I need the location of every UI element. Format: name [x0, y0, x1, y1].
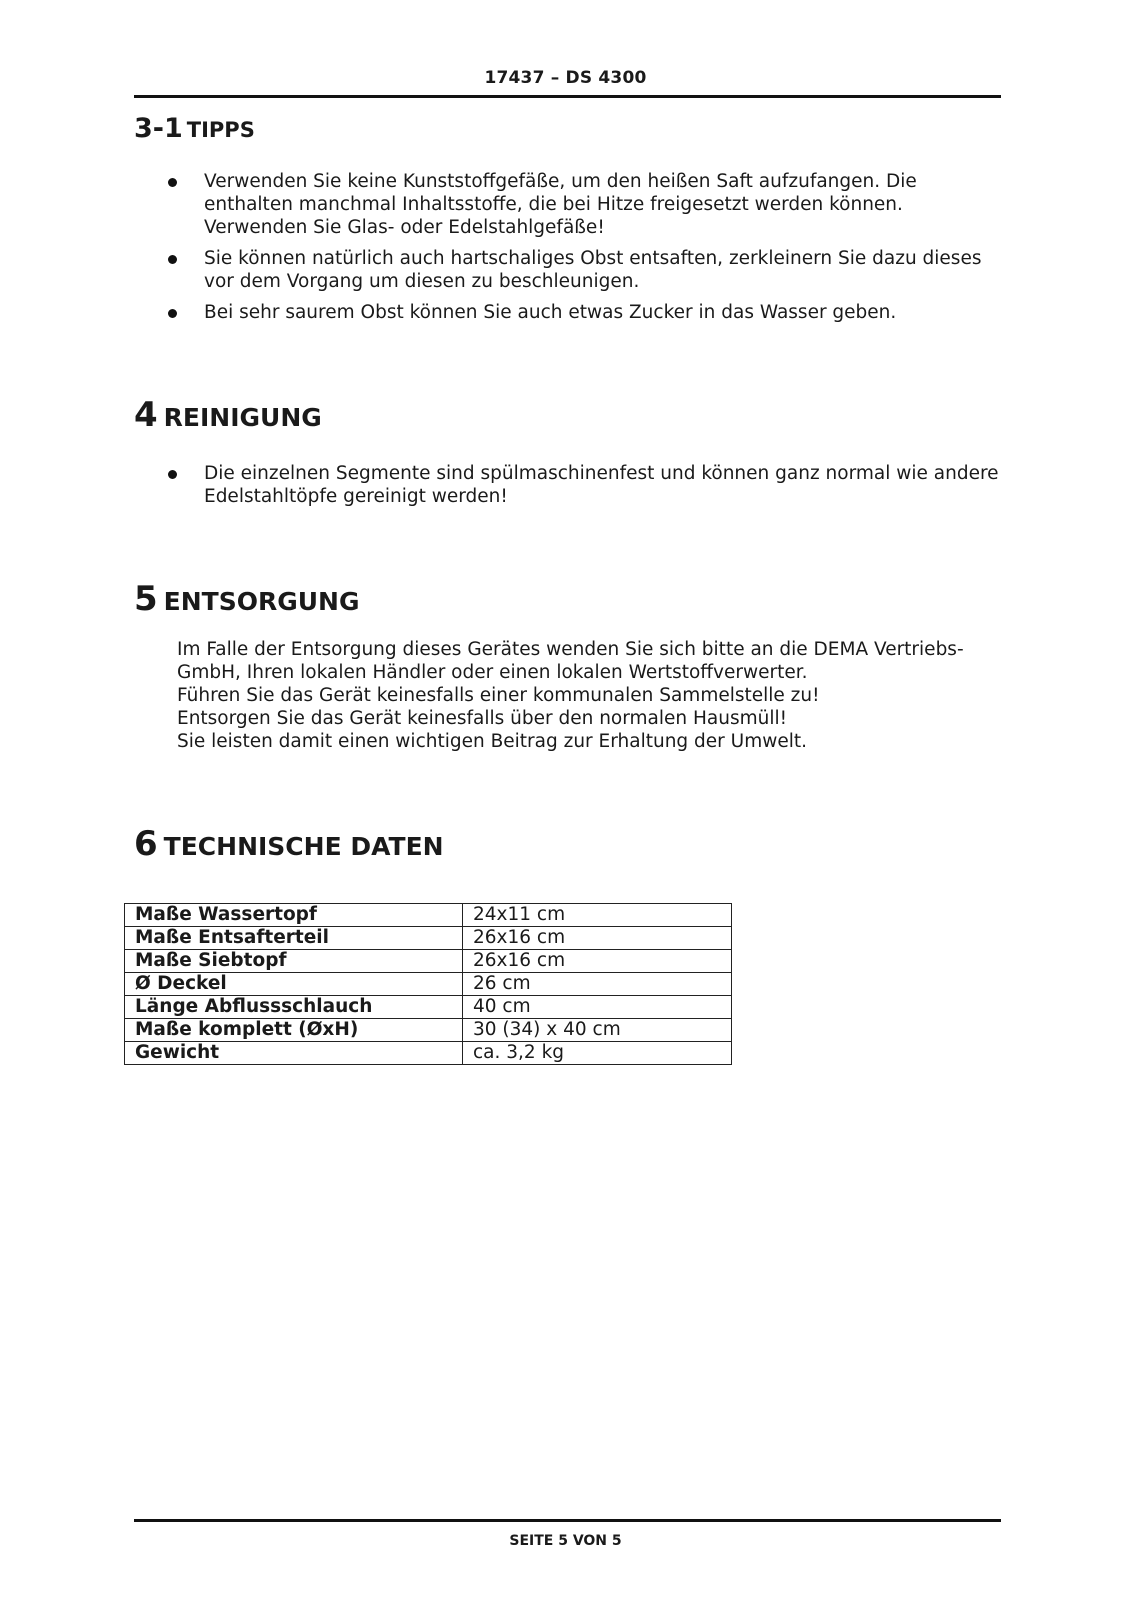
paragraph-line: Entsorgen Sie das Gerät keinesfalls über den normalen Hausmüll! — [177, 708, 788, 729]
table-row — [125, 950, 732, 973]
header-rule — [134, 95, 1001, 98]
section-title: REINIGUNG — [163, 403, 322, 432]
spec-value: ca. 3,2 kg — [463, 1042, 732, 1065]
spec-value: 26 cm — [463, 973, 732, 996]
page-number: SEITE 5 VON 5 — [509, 1533, 622, 1549]
section-heading-reinigung — [134, 395, 322, 435]
paragraph-line: Im Falle der Entsorgung dieses Gerätes wenden Sie sich bitte an die DEMA Vertriebs- — [177, 639, 964, 660]
spec-label: Maße Wassertopf — [125, 904, 463, 927]
spec-label: Maße Siebtopf — [125, 950, 463, 973]
spec-value: 30 (34) x 40 cm — [463, 1019, 732, 1042]
list-item: Die einzelnen Segmente sind spülmaschinenfest und können ganz normal wie andere Edelstahltöpfe gereinigt werden! — [166, 462, 1006, 508]
section-title: TECHNISCHE DATEN — [163, 832, 444, 861]
section-number: 4 — [134, 395, 158, 435]
paragraph-line: Führen Sie das Gerät keinesfalls einer kommunalen Sammelstelle zu! — [177, 685, 820, 706]
section-title: TIPPS — [186, 118, 255, 142]
spec-value: 26x16 cm — [463, 950, 732, 973]
spec-label: Ø Deckel — [125, 973, 463, 996]
entsorgung-paragraph — [177, 638, 1007, 753]
table-row — [125, 904, 732, 927]
section-number: 3-1 — [134, 113, 183, 144]
list-item: Bei sehr saurem Obst können Sie auch etwas Zucker in das Wasser geben. — [166, 301, 1006, 324]
table-row — [125, 1019, 732, 1042]
spec-label: Gewicht — [125, 1042, 463, 1065]
spec-label: Maße komplett (ØxH) — [125, 1019, 463, 1042]
document-header: 17437 – DS 4300 — [484, 68, 647, 88]
list-item: Sie können natürlich auch hartschaliges Obst entsaften, zerkleinern Sie dazu dieses vor dem Vorgang um diesen zu beschleunigen. — [166, 247, 1006, 293]
paragraph-line: Sie leisten damit einen wichtigen Beitrag zur Erhaltung der Umwelt. — [177, 731, 808, 752]
spec-value: 26x16 cm — [463, 927, 732, 950]
spec-label: Länge Abflussschlauch — [125, 996, 463, 1019]
spec-value: 24x11 cm — [463, 904, 732, 927]
list-item: Verwenden Sie keine Kunststoffgefäße, um den heißen Saft aufzufangen. Die enthalten manchmal Inhaltsstoffe, die bei Hitze freigesetzt werden können. Verwenden Sie Glas- oder Edelstahlgefäße! — [166, 170, 1006, 239]
section-heading-technische-daten — [134, 824, 444, 864]
section-heading-tipps — [134, 113, 255, 144]
section-number: 6 — [134, 824, 158, 864]
section-heading-entsorgung — [134, 579, 360, 619]
paragraph-line: GmbH, Ihren lokalen Händler oder einen lokalen Wertstoffverwerter. — [177, 662, 808, 683]
footer-rule — [134, 1519, 1001, 1522]
reinigung-list — [166, 462, 1006, 516]
section-title: ENTSORGUNG — [163, 587, 360, 616]
spec-label: Maße Entsafterteil — [125, 927, 463, 950]
table-row — [125, 927, 732, 950]
table-row — [125, 1042, 732, 1065]
spec-value: 40 cm — [463, 996, 732, 1019]
section-number: 5 — [134, 579, 158, 619]
specs-table — [124, 903, 732, 1065]
table-row — [125, 973, 732, 996]
table-row — [125, 996, 732, 1019]
tipps-list — [166, 170, 1006, 332]
